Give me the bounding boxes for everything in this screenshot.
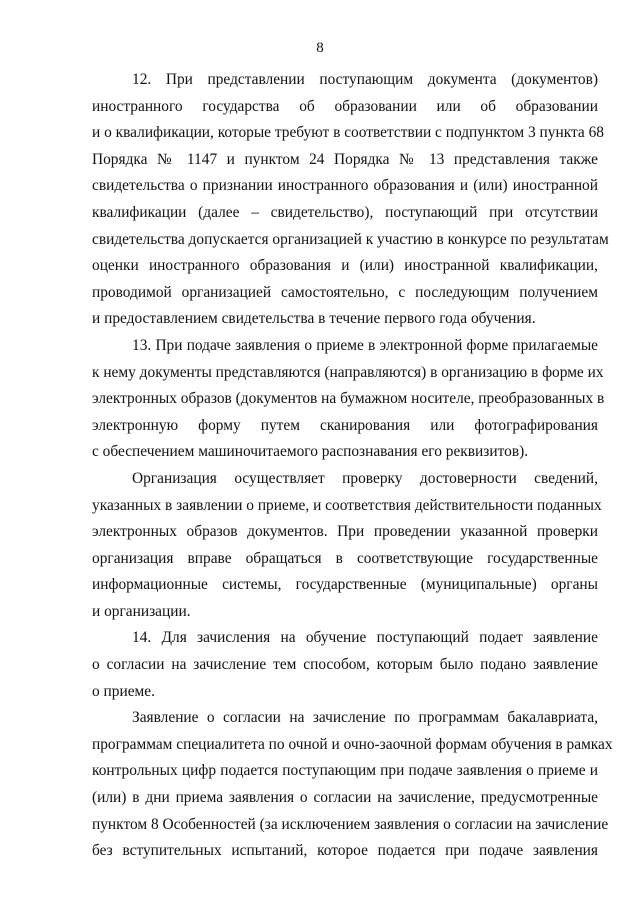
text-line: проводимой организацией самостоятельно, с последующим получением [92, 283, 598, 301]
text-line: без вступительных испытаний, которое подается при подаче заявления [92, 842, 598, 860]
text-line: Заявление о согласии на зачисление по программам бакалавриата, [132, 709, 598, 727]
text-line: указанных в заявлении о приеме, и соответствия действительности поданных [92, 496, 602, 514]
text-line: и предоставлением свидетельства в течение первого года обучения. [92, 310, 536, 328]
text-line: свидетельства о признании иностранного образования и (или) иностранной [92, 177, 598, 195]
text-line: оценки иностранного образования и (или) иностранной квалификации, [92, 257, 598, 275]
text-line: о согласии на зачисление тем способом, которым было подано заявление [92, 656, 598, 674]
text-line: программам специалитета по очной и очно-заочной формам обучения в рамках [92, 735, 613, 753]
text-line: электронную форму путем сканирования или фотографирования [92, 416, 598, 434]
text-line: и организации. [92, 602, 191, 620]
text-line: (или) в дни приема заявления о согласии на зачисление, предусмотренные [92, 789, 598, 807]
text-line: 13. При подаче заявления о приеме в электронной форме прилагаемые [132, 336, 598, 354]
text-line: Организация осуществляет проверку достоверности сведений, [132, 469, 598, 487]
text-line: информационные системы, государственные (муниципальные) органы [92, 576, 598, 594]
text-line: свидетельства допускается организацией к участию в конкурсе по результатам [92, 230, 609, 248]
text-line: квалификации (далее – свидетельство), поступающий при отсутствии [92, 203, 598, 221]
text-line: иностранного государства об образовании или об образовании [92, 97, 598, 115]
text-line: о приеме. [92, 682, 155, 700]
text-line: и о квалификации, которые требуют в соответствии с подпунктом 3 пункта 68 [92, 124, 604, 142]
text-line: Порядка № 1147 и пунктом 24 Порядка № 13 представления также [92, 150, 598, 168]
text-line: электронных образов (документов на бумажном носителе, преобразованных в [92, 390, 605, 408]
text-line: 12. При представлении поступающим документа (документов) [132, 71, 598, 88]
text-line: к нему документы представляются (направляются) в организацию в форме их [92, 363, 604, 381]
text-line: организация вправе обращаться в соответствующие государственные [92, 549, 598, 567]
text-line: с обеспечением машиночитаемого распознавания его реквизитов). [92, 443, 529, 461]
text-line: пунктом 8 Особенностей (за исключением заявления о согласии на зачисление [92, 815, 609, 833]
text-line: электронных образов документов. При проведении указанной проверки [92, 523, 598, 541]
text-line: контрольных цифр подается поступающим при подаче заявления о приеме и [92, 762, 598, 780]
text-line: 14. Для зачисления на обучение поступающий подает заявление [132, 629, 598, 647]
page-number: 8 [316, 40, 324, 56]
document-body [92, 67, 613, 865]
